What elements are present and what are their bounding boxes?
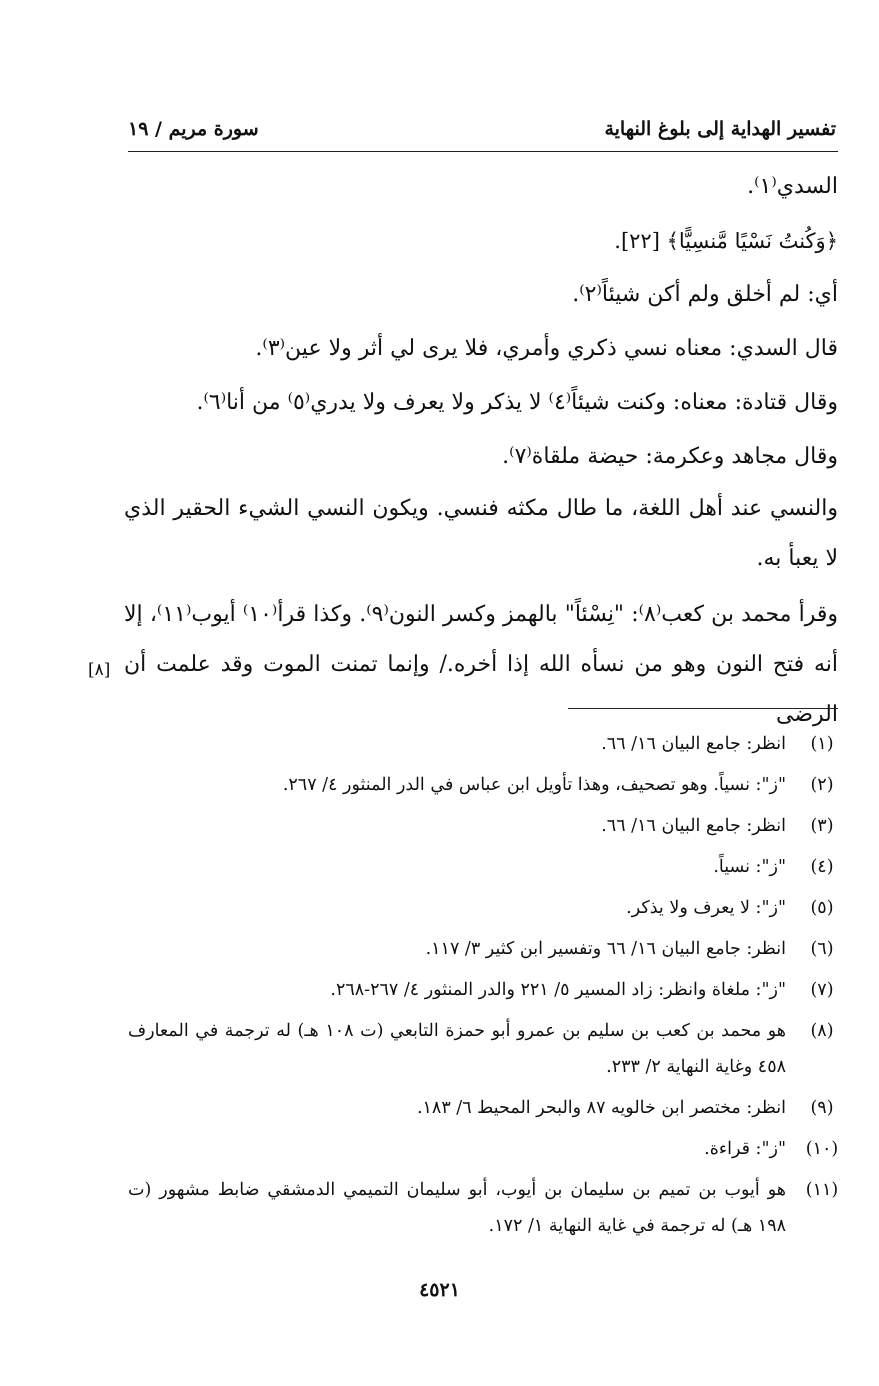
footnote-number: (٢) <box>810 775 834 795</box>
running-header <box>128 114 836 150</box>
footnote-text: انظر: جامع البيان ١٦/ ٦٦. <box>601 816 786 836</box>
footnote-text: انظر: جامع البيان ١٦/ ٦٦. <box>601 734 786 754</box>
footnote-text: "ز": قراءة. <box>704 1139 786 1159</box>
footnote-number: (٣) <box>810 816 834 836</box>
text-paragraph: وقرأ محمد بن كعب⁽٨⁾: "نِسْئاً" بالهمز وكسر النون⁽٩⁾. وكذا قرأ⁽١٠⁾ أيوب⁽١١⁾، إلا أنه فتح النون وهو من نسأه الله إذا أخره./ وإنما تمنت الموت وقد علمت أن الرضى <box>124 602 839 727</box>
footnote-number: (٦) <box>810 939 834 959</box>
text-line: أي: لم أخلق ولم أكن شيئاً⁽٢⁾. <box>572 282 838 307</box>
footnote <box>128 808 842 844</box>
surah-label: سورة مريم / ١٩ <box>128 118 259 140</box>
footnote-divider <box>568 708 838 709</box>
footnote-text: هو أيوب بن تميم بن سليمان بن أيوب، أبو سليمان التميمي الدمشقي ضابط مشهور (ت ١٩٨ هـ) له ترجمة في غاية النهاية ١/ ١٧٢. <box>128 1180 786 1236</box>
footnote-text: "ز": نسياً. <box>713 857 786 877</box>
page-number: ٤٥٢١ <box>419 1279 460 1301</box>
footnote-number: (٥) <box>810 898 834 918</box>
footnote <box>128 767 842 803</box>
footnote-number: (٤) <box>810 857 834 877</box>
text-line: قال السدي: معناه نسي ذكري وأمري، فلا يرى لي أثر ولا عين⁽٣⁾. <box>255 336 838 361</box>
footnote-number: (١) <box>810 734 834 754</box>
quran-verse: ﴿وَكُنتُ نَسْيًا مَّنسِيًّا﴾ [٢٢]. <box>614 229 838 253</box>
footnote-number: (١٠) <box>805 1139 839 1159</box>
text-line: السدي⁽١⁾. <box>747 174 838 199</box>
footnote-number: (١١) <box>805 1180 839 1200</box>
footnote-text: "ز": ملغاة وانظر: زاد المسير ٥/ ٢٢١ والدر المنثور ٤/ ٢٦٧-٢٦٨. <box>330 980 786 1000</box>
footnote <box>128 726 842 762</box>
manuscript-folio-marker: [٨] <box>88 660 111 680</box>
text-line: وقال قتادة: معناه: وكنت شيئاً⁽٤⁾ لا يذكر ولا يعرف ولا يدري⁽٥⁾ من أنا⁽٦⁾. <box>196 390 838 415</box>
footnote-number: (٩) <box>810 1098 834 1118</box>
footnote <box>128 1172 842 1244</box>
footnote <box>128 1131 842 1167</box>
footnote <box>128 849 842 885</box>
footnote-text: هو محمد بن كعب بن سليم بن عمرو أبو حمزة التابعي (ت ١٠٨ هـ) له ترجمة في المعارف ٤٥٨ وغاية النهاية ٢/ ٢٣٣. <box>128 1021 786 1077</box>
footnotes <box>128 726 842 1249</box>
footnote <box>128 1013 842 1085</box>
footnote <box>128 1090 842 1126</box>
header-divider <box>128 151 838 152</box>
text-paragraph: والنسي عند أهل اللغة، ما طال مكثه فنسي. ويكون النسي الشيء الحقير الذي لا يعبأ به. <box>124 496 838 571</box>
footnote-text: انظر: جامع البيان ١٦/ ٦٦ وتفسير ابن كثير ٣/ ١١٧. <box>425 939 786 959</box>
footnote <box>128 890 842 926</box>
main-text <box>124 170 838 746</box>
footnote-text: "ز": نسياً. وهو تصحيف، وهذا تأويل ابن عباس في الدر المنثور ٤/ ٢٦٧. <box>282 775 786 795</box>
footnote <box>128 931 842 967</box>
footnote-number: (٧) <box>810 980 834 1000</box>
text-line: وقال مجاهد وعكرمة: حيضة ملقاة⁽٧⁾. <box>502 444 838 469</box>
book-title: تفسير الهداية إلى بلوغ النهاية <box>604 118 836 140</box>
footnote-text: "ز": لا يعرف ولا يذكر. <box>626 898 786 918</box>
footnote-text: انظر: مختصر ابن خالويه ٨٧ والبحر المحيط ٦/ ١٨٣. <box>416 1098 786 1118</box>
footnote-number: (٨) <box>810 1021 834 1041</box>
footnote <box>128 972 842 1008</box>
